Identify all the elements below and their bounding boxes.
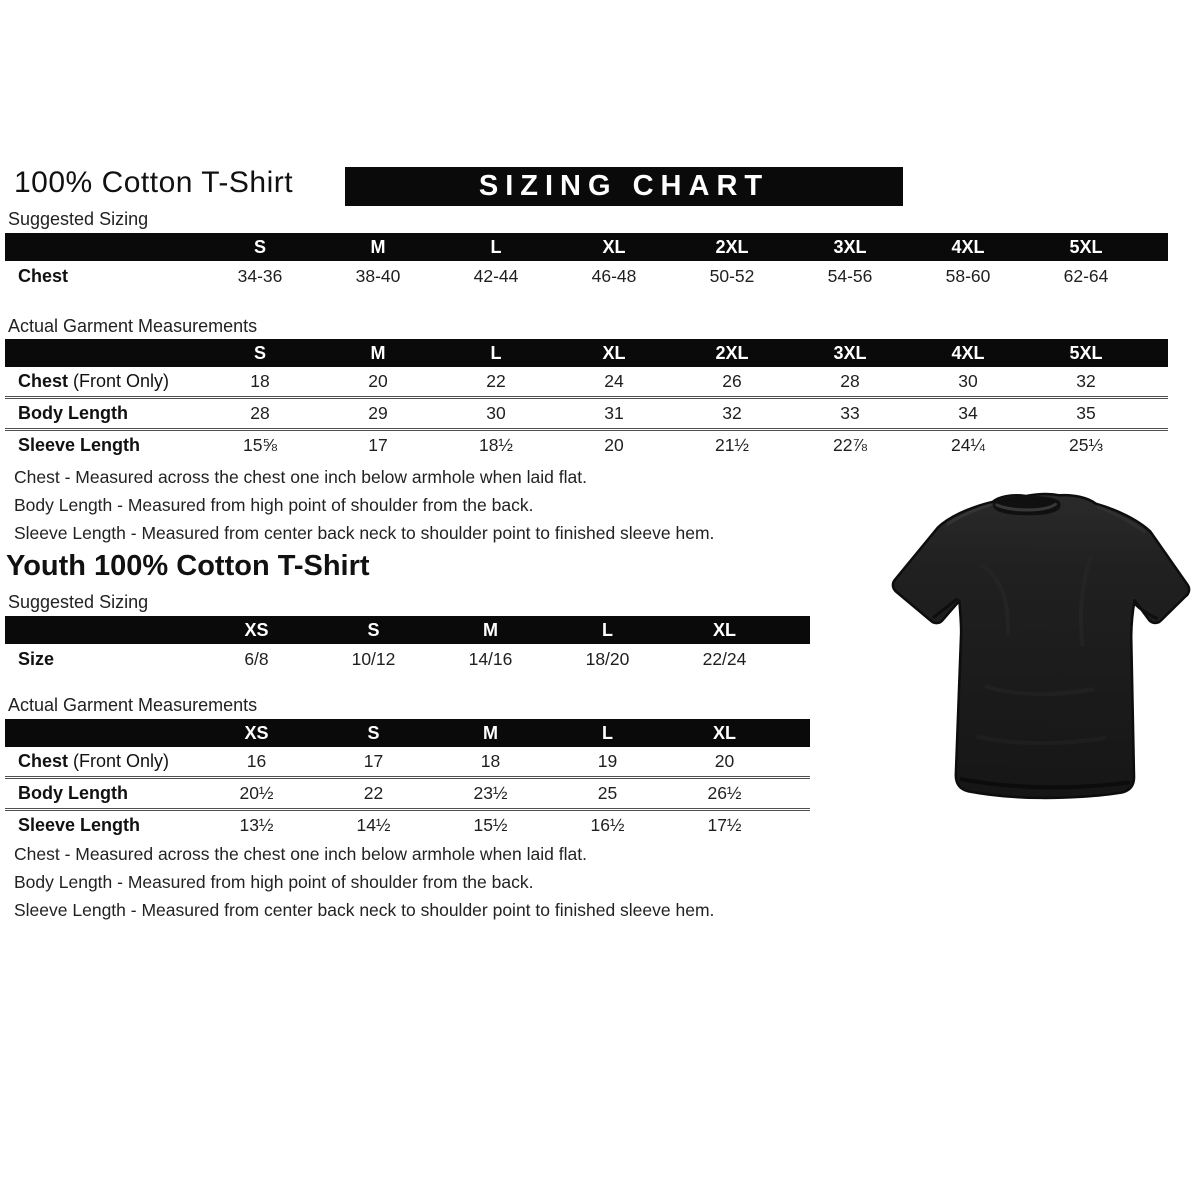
column-header: 5XL [1069,342,1103,363]
size-value-cell: 30 [486,403,506,423]
size-value-cell: 17 [368,435,388,455]
size-value-cell: 28 [840,371,860,391]
sizing-chart-banner-text: SIZING CHART [478,170,770,202]
size-value-cell: 6/8 [244,648,269,669]
size-value-cell: 15½ [473,815,508,835]
note-sleeve-length: Sleeve Length - Measured from center back neck to shoulder point to finished sleeve hem. [14,900,715,920]
size-value-cell: 20½ [239,783,274,803]
column-header: 3XL [833,342,867,363]
column-header: S [253,236,266,257]
column-header: S [367,722,380,743]
row-label: Chest [18,265,69,286]
size-value-cell: 15⅝ [242,435,278,455]
size-value-cell: 18/20 [585,648,630,669]
size-value-cell: 18½ [478,435,514,455]
size-value-cell: 35 [1076,403,1096,423]
size-value-cell: 16 [246,751,267,771]
size-value-cell: 26 [722,371,742,391]
size-value-cell: 33 [840,403,860,423]
size-value-cell: 13½ [239,815,274,835]
youth-measurement-notes [14,840,714,924]
size-value-cell: 16½ [590,815,625,835]
sizing-chart-banner [345,167,903,206]
column-header: M [370,342,386,363]
youth-suggested-sizing-table [5,616,810,674]
adult-measurement-notes [14,463,714,547]
size-value-cell: 38-40 [355,265,401,286]
size-value-cell: 19 [597,751,618,771]
column-header: M [370,236,386,257]
row-label: Chest (Front Only) [18,371,170,391]
table-row [5,367,1168,399]
column-header: XL [712,722,736,743]
size-value-cell: 20 [368,371,388,391]
table-header-row [5,233,1168,261]
size-value-cell: 18 [250,371,270,391]
note-chest: Chest - Measured across the chest one inch below armhole when laid flat. [14,844,587,864]
table-row [5,644,810,674]
table-row [5,399,1168,431]
size-value-cell: 54-56 [827,265,873,286]
column-header: 2XL [715,236,749,257]
size-value-cell: 28 [250,403,270,423]
size-value-cell: 10/12 [351,648,396,669]
table-header-row [5,339,1168,367]
row-label: Sleeve Length [18,435,141,455]
row-label: Size [18,648,55,669]
size-value-cell: 22 [363,783,384,803]
table-header-row [5,616,810,644]
column-header: 4XL [951,236,985,257]
column-header: L [490,236,502,257]
youth-section-title: Youth 100% Cotton T-Shirt [6,550,370,582]
size-value-cell: 20 [604,435,624,455]
table-row [5,811,810,840]
page-title: 100% Cotton T-Shirt [14,166,294,199]
size-value-cell: 30 [958,371,978,391]
table-row [5,261,1168,291]
column-header: XL [712,619,736,640]
size-value-cell: 34 [958,403,978,423]
column-header: XL [602,236,626,257]
size-value-cell: 20 [714,751,735,771]
size-value-cell: 26½ [707,783,742,803]
row-label: Sleeve Length [18,815,141,835]
column-header: 5XL [1069,236,1103,257]
column-header: S [253,342,266,363]
note-sleeve-length: Sleeve Length - Measured from center back neck to shoulder point to finished sleeve hem. [14,523,715,543]
size-value-cell: 23½ [473,783,508,803]
table-row [5,747,810,779]
column-header: M [483,722,498,743]
row-label-suffix: (Front Only) [68,751,170,771]
table-row [5,779,810,811]
size-value-cell: 25 [597,783,618,803]
size-value-cell: 14/16 [468,648,513,669]
row-label: Body Length [18,403,128,423]
size-value-cell: 29 [368,403,388,423]
size-value-cell: 18 [480,751,501,771]
table-header-row [5,719,810,747]
note-chest: Chest - Measured across the chest one inch below armhole when laid flat. [14,467,587,487]
size-value-cell: 46-48 [591,265,637,286]
note-body-length: Body Length - Measured from high point of shoulder from the back. [14,495,534,515]
row-label-suffix: (Front Only) [68,371,170,391]
table-row [5,431,1168,460]
tshirt-image [888,484,1192,806]
youth-actual-measurements-table [5,719,810,840]
youth-actual-measurements-label: Actual Garment Measurements [8,695,258,715]
adult-actual-measurements-label: Actual Garment Measurements [8,316,258,336]
column-header: L [602,619,613,640]
adult-actual-measurements-table [5,339,1168,460]
row-label: Chest (Front Only) [18,751,170,771]
size-value-cell: 25⅓ [1068,435,1104,455]
size-value-cell: 42-44 [473,265,519,286]
size-value-cell: 32 [722,403,742,423]
size-value-cell: 58-60 [945,265,991,286]
column-header: 4XL [951,342,985,363]
size-value-cell: 14½ [356,815,391,835]
size-value-cell: 24¼ [950,435,986,455]
column-header: XL [602,342,626,363]
size-value-cell: 22/24 [702,648,747,669]
size-value-cell: 31 [604,403,624,423]
column-header: XS [244,619,269,640]
size-value-cell: 50-52 [709,265,755,286]
size-value-cell: 21½ [714,435,750,455]
column-header: S [367,619,380,640]
column-header: 3XL [833,236,867,257]
column-header: L [490,342,502,363]
column-header: L [602,722,613,743]
column-header: M [483,619,498,640]
column-header: XS [244,722,269,743]
size-value-cell: 24 [604,371,624,391]
size-value-cell: 17 [363,751,384,771]
size-value-cell: 32 [1076,371,1096,391]
size-value-cell: 22 [486,371,506,391]
adult-suggested-sizing-table [5,233,1168,291]
note-body-length: Body Length - Measured from high point of shoulder from the back. [14,872,534,892]
adult-suggested-sizing-label: Suggested Sizing [8,209,149,229]
row-label: Body Length [18,783,128,803]
size-value-cell: 17½ [707,815,742,835]
column-header: 2XL [715,342,749,363]
size-value-cell: 34-36 [237,265,283,286]
youth-suggested-sizing-label: Suggested Sizing [8,592,149,612]
size-value-cell: 62-64 [1063,265,1109,286]
size-value-cell: 22⅞ [832,435,868,455]
